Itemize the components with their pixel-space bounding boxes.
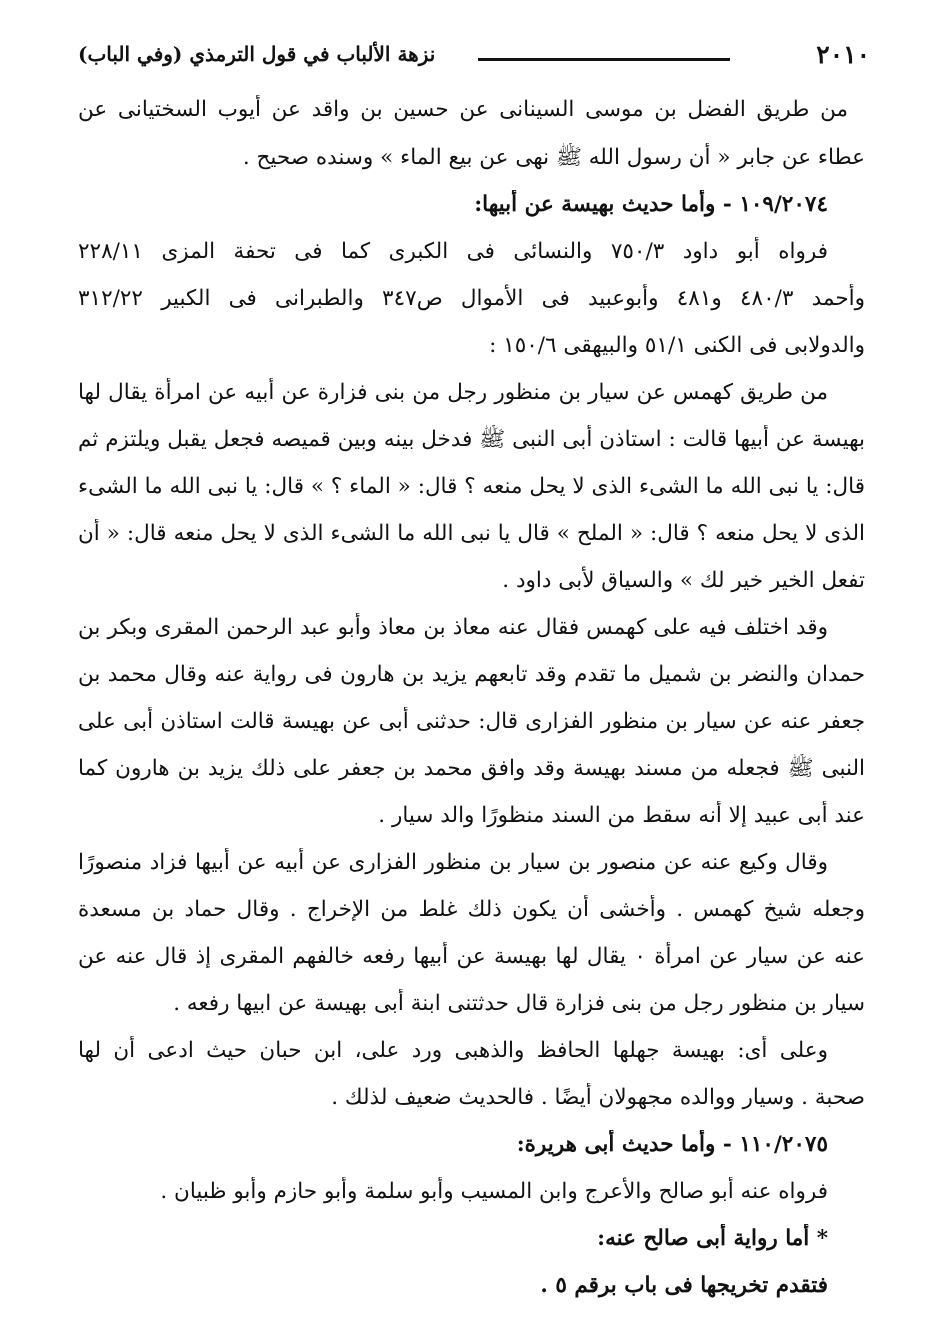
text-line: قال: يا نبى الله ما الشىء الذى لا يحل منعه ؟ قال: « الماء ؟ » قال: يا نبى الله ما الشىء [78, 474, 865, 499]
text-line: بهيسة عن أبيها قالت : استاذن أبى النبى ﷺ فدخل بينه وبين قميصه فجعل يقبل ويلتزم ثم [78, 427, 865, 452]
page-header [78, 38, 870, 78]
text-line: وأحمد ٤٨٠/٣ و٤٨١ وأبوعبيد فى الأموال ص٣٤٧ والطبرانى فى الكبير ٣١٢/٢٢ [78, 286, 865, 311]
text-line: سيار بن منظور رجل من بنى فزارة قال حدثتنى ابنة أبى بهيسة عن ابيها رفعه . [173, 991, 865, 1016]
page-number: ٢٠١٠ [816, 40, 870, 69]
text-line: من طريق كهمس عن سيار بن منظور رجل من بنى فزارة عن أبيه عن امرأة يقال لها [78, 380, 828, 405]
text-line: الذى لا يحل منعه ؟ قال: « الملح » قال يا نبى الله ما الشىء الذى لا يحل منعه قال: « أن [78, 521, 865, 546]
text-line: فتقدم تخريجها فى باب برقم ٥ . [540, 1273, 828, 1298]
text-line: وقال وكيع عنه عن منصور بن سيار بن منظور الفزارى عن أبيه عن أبيها فزاد منصورًا [78, 850, 828, 875]
text-line: فرواه أبو داود ٧٥٠/٣ والنسائى فى الكبرى كما فى تحفة المزى ٢٢٨/١١ [78, 239, 828, 264]
text-line: فرواه عنه أبو صالح والأعرج وابن المسيب وأبو سلمة وأبو حازم وأبو ظبيان . [160, 1179, 828, 1204]
text-line: تفعل الخير خير لك » والسياق لأبى داود . [502, 568, 865, 593]
text-line: صحبة . وسيار ووالده مجهولان أيضًا . فالحديث ضعيف لذلك . [331, 1085, 865, 1110]
text-line: عطاء عن جابر « أن رسول الله ﷺ نهى عن بيع الماء » وسنده صحيح . [242, 145, 865, 170]
text-line: من طريق الفضل بن موسى السينانى عن حسين بن واقد عن أيوب السختيانى عن [78, 97, 848, 122]
text-line: جعفر عنه عن سيار بن منظور الفزارى قال: حدثنى أبى عن بهيسة قالت استاذن أبى على [78, 709, 865, 734]
header-rule [478, 58, 730, 61]
text-line: وجعله شيخ كهمس . وأخشى أن يكون ذلك غلط من الإخراج . وقال حماد بن مسعدة [78, 897, 865, 922]
text-line: عنه عن سيار عن امرأة ٠ يقال لها بهيسة عن أبيها رفعه خالفهم المقرى إذ قال عنه عن [78, 944, 865, 969]
running-title: نزهة الألباب في قول الترمذي (وفي الباب) [78, 42, 436, 66]
text-line: وقد اختلف فيه على كهمس فقال عنه معاذ بن معاذ وأبو عبد الرحمن المقرى وبكر بن [78, 615, 828, 640]
section-heading: ١١٠/٢٠٧٥ - وأما حديث أبى هريرة: [516, 1132, 828, 1157]
section-heading: ١٠٩/٢٠٧٤ - وأما حديث بهيسة عن أبيها: [474, 192, 828, 217]
text-line: حمدان والنضر بن شميل ما تقدم وقد تابعهم يزيد بن هارون فى رواية عنه وقال محمد بن [78, 662, 865, 687]
text-line: عند أبى عبيد إلا أنه سقط من السند منظورًا والد سيار . [378, 803, 865, 828]
text-line: النبى ﷺ فجعله من مسند بهيسة وقد وافق محمد بن جعفر على ذلك يزيد بن هارون كما [78, 756, 865, 781]
text-line: وعلى أى: بهيسة جهلها الحافظ والذهبى ورد على، ابن حبان حيث ادعى أن لها [78, 1038, 828, 1063]
text-line: والدولابى فى الكنى ٥١/١ والبيهقى ١٥٠/٦ : [489, 333, 865, 358]
subsection-heading: * أما رواية أبى صالح عنه: [597, 1226, 828, 1251]
